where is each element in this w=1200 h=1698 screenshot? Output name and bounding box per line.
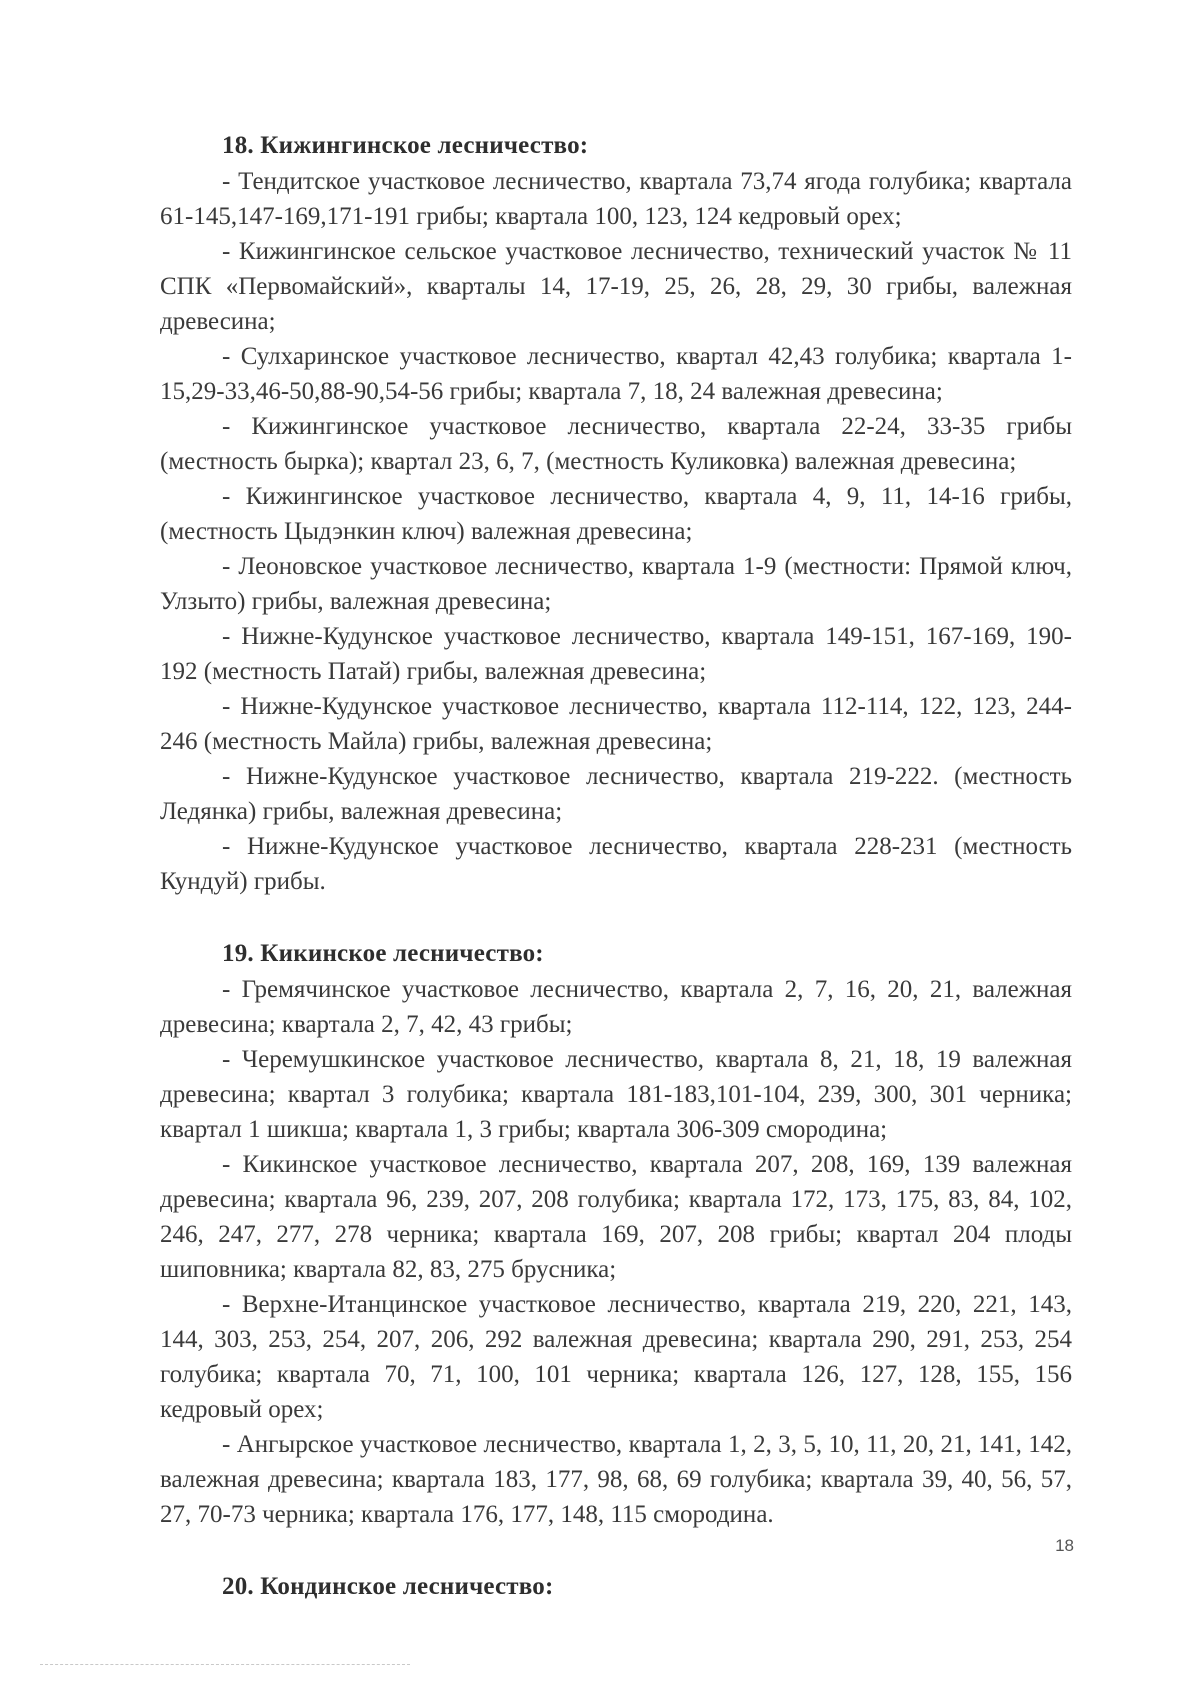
section-heading: 18. Кижингинское лесничество: bbox=[222, 132, 589, 159]
paragraph: - Нижне-Кудунское участковое лесничество, квартала 149-151, 167-169, 190-192 (местность Патай) грибы, валежная древесина; bbox=[160, 623, 1072, 685]
paragraph: - Гремячинское участковое лесничество, квартала 2, 7, 16, 20, 21, валежная древесина; квартала 2, 7, 42, 43 грибы; bbox=[160, 976, 1072, 1038]
paragraph: - Сулхаринское участковое лесничество, квартал 42,43 голубика; квартала 1-15,29-33,46-50,88-90,54-56 грибы; квартала 7, 18, 24 валежная древесина; bbox=[160, 343, 1072, 405]
paragraph: - Нижне-Кудунское участковое лесничество, квартала 112-114, 122, 123, 244-246 (местность Майла) грибы, валежная древесина; bbox=[160, 693, 1072, 755]
section-19 bbox=[160, 936, 1072, 1532]
scan-artifact-line bbox=[40, 1664, 410, 1665]
paragraph: - Кикинское участковое лесничество, квартала 207, 208, 169, 139 валежная древесина; квартала 96, 239, 207, 208 голубика; квартала 172, 173, 175, 83, 84, 102, 246, 247, 277, 278 черника; квартала 169, 207, 208 грибы; квартал 204 плоды шиповника; квартала 82, 83, 275 брусника; bbox=[160, 1151, 1072, 1283]
paragraph: - Ангырское участковое лесничество, квартала 1, 2, 3, 5, 10, 11, 20, 21, 141, 142, валежная древесина; квартала 183, 177, 98, 68, 69 голубика; квартала 39, 40, 56, 57, 27, 70-73 черника; квартала 176, 177, 148, 115 смородина. bbox=[160, 1431, 1072, 1528]
document-body bbox=[160, 128, 1072, 1642]
paragraph: - Кижингинское участковое лесничество, квартала 4, 9, 11, 14-16 грибы, (местность Цыдэнкин ключ) валежная древесина; bbox=[160, 483, 1072, 545]
paragraph: - Нижне-Кудунское участковое лесничество, квартала 219-222. (местность Ледянка) грибы, валежная древесина; bbox=[160, 763, 1072, 825]
paragraph: - Кижингинское участковое лесничество, квартала 22-24, 33-35 грибы (местность бырка); квартал 23, 6, 7, (местность Куликовка) валежная древесина; bbox=[160, 413, 1072, 475]
page-number: 18 bbox=[1055, 1536, 1074, 1555]
paragraph: - Леоновское участковое лесничество, квартала 1-9 (местности: Прямой ключ, Улзыто) грибы, валежная древесина; bbox=[160, 553, 1072, 615]
paragraph: - Черемушкинское участковое лесничество, квартала 8, 21, 18, 19 валежная древесина; квартал 3 голубика; квартала 181-183,101-104, 239, 300, 301 черника; квартал 1 шикша; квартала 1, 3 грибы; квартала 306-309 смородина; bbox=[160, 1046, 1072, 1143]
paragraph: - Верхне-Итанцинское участковое лесничество, квартала 219, 220, 221, 143, 144, 303, 253, 254, 207, 206, 292 валежная древесина; квартала 290, 291, 253, 254 голубика; квартала 70, 71, 100, 101 черника; квартала 126, 127, 128, 155, 156 кедровый орех; bbox=[160, 1291, 1072, 1423]
section-20 bbox=[160, 1569, 1072, 1605]
paragraph: - Тендитское участковое лесничество, квартала 73,74 ягода голубика; квартала 61-145,147-169,171-191 грибы; квартала 100, 123, 124 кедровый орех; bbox=[160, 168, 1072, 230]
section-heading: 19. Кикинское лесничество: bbox=[222, 940, 544, 967]
section-18 bbox=[160, 128, 1072, 899]
section-heading: 20. Кондинское лесничество: bbox=[222, 1573, 554, 1600]
paragraph: - Нижне-Кудунское участковое лесничество, квартала 228-231 (местность Кундуй) грибы. bbox=[160, 833, 1072, 895]
paragraph: - Кижингинское сельское участковое лесничество, технический участок № 11 СПК «Первомайский», кварталы 14, 17-19, 25, 26, 28, 29, 30 грибы, валежная древесина; bbox=[160, 238, 1072, 335]
